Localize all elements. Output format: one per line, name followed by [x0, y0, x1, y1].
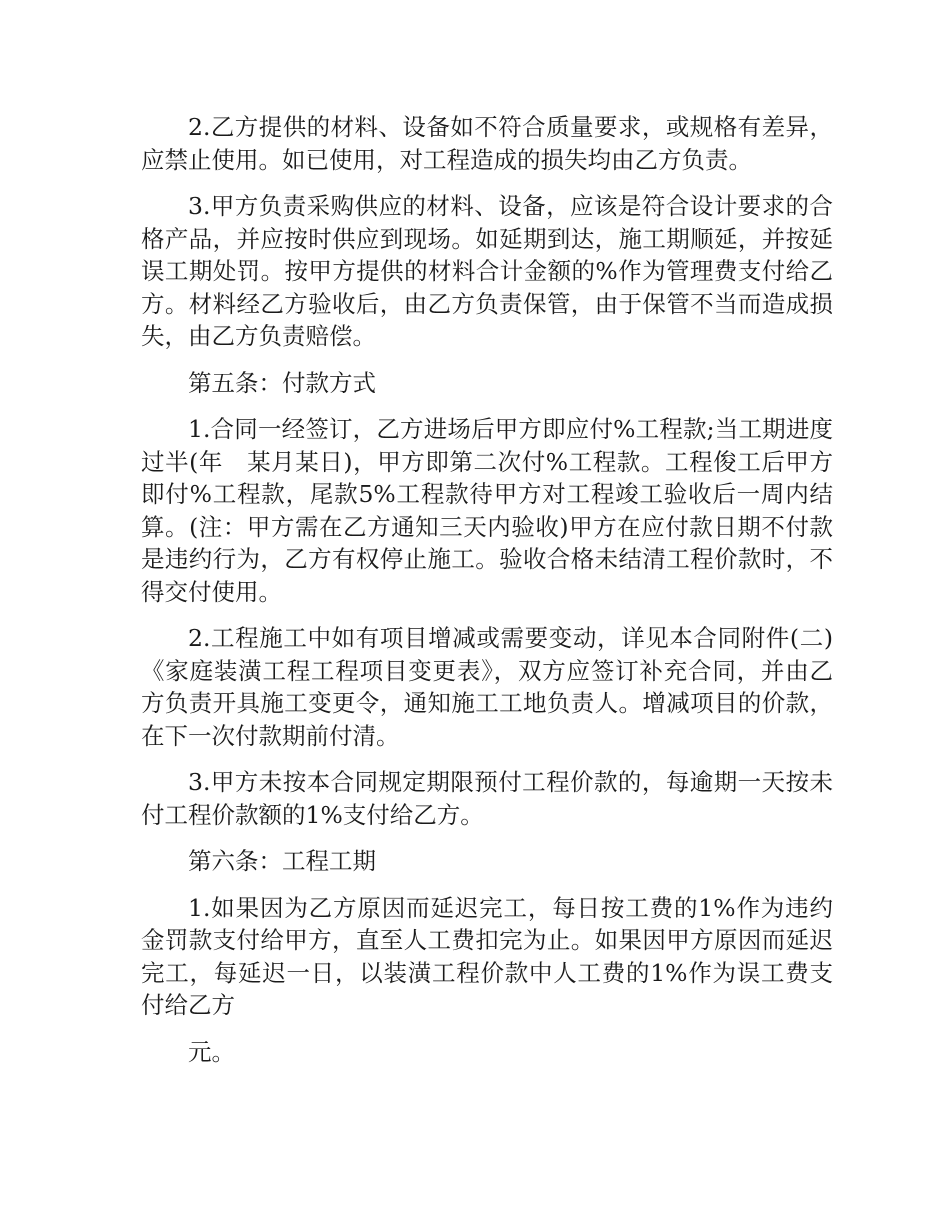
paragraph-material-procurement: 3.甲方负责采购供应的材料、设备，应该是符合设计要求的合格产品，并应按时供应到现场。如延期到达，施工期顺延，并按延误工期处罚。按甲方提供的材料合计金额的%作为管理费支付给乙方。材料经乙方验收后，由乙方负责保管，由于保管不当而造成损失，由乙方负责赔偿。 [141, 192, 833, 350]
paragraph-payment-schedule: 1.合同一经签订，乙方进场后甲方即应付%工程款;当工期进度过半(年 某月某日)，甲方即第二次付%工程款。工程俊工后甲方即付%工程款，尾款5%工程款待甲方对工程竣工验收后一周内结算。(注：甲方需在乙方通知三天内验收)甲方在应付款日期不付款是违约行为，乙方有权停止施工。验收合格未结清工程价款时，不得交付使用。 [141, 415, 833, 606]
paragraph-project-changes: 2.工程施工中如有项目增减或需要变动，详见本合同附件(二)《家庭装潢工程工程项目变更表》，双方应签订补充合同，并由乙方负责开具施工变更令，通知施工工地负责人。增减项目的价款，在下一次付款期前付清。 [141, 624, 833, 750]
paragraph-material-quality: 2.乙方提供的材料、设备如不符合质量要求，或规格有差异，应禁止使用。如已使用，对工程造成的损失均由乙方负责。 [141, 113, 833, 174]
heading-article-6-schedule: 第六条：工程工期 [188, 847, 376, 875]
heading-article-5-payment: 第五条：付款方式 [188, 368, 376, 397]
paragraph-delay-penalty: 1.如果因为乙方原因而延迟完工，每日按工费的1%作为违约金罚款支付给甲方，直至人工费扣完为止。如果因甲方原因而延迟完工，每延迟一日，以装潢工程价款中人工费的1%作为误工费支付给乙方 [141, 893, 833, 1019]
paragraph-yuan: 元。 [188, 1037, 235, 1066]
paragraph-late-payment: 3.甲方未按本合同规定期限预付工程价款的，每逾期一天按未付工程价款额的1%支付给乙方。 [141, 768, 833, 829]
document-body [141, 111, 833, 1082]
